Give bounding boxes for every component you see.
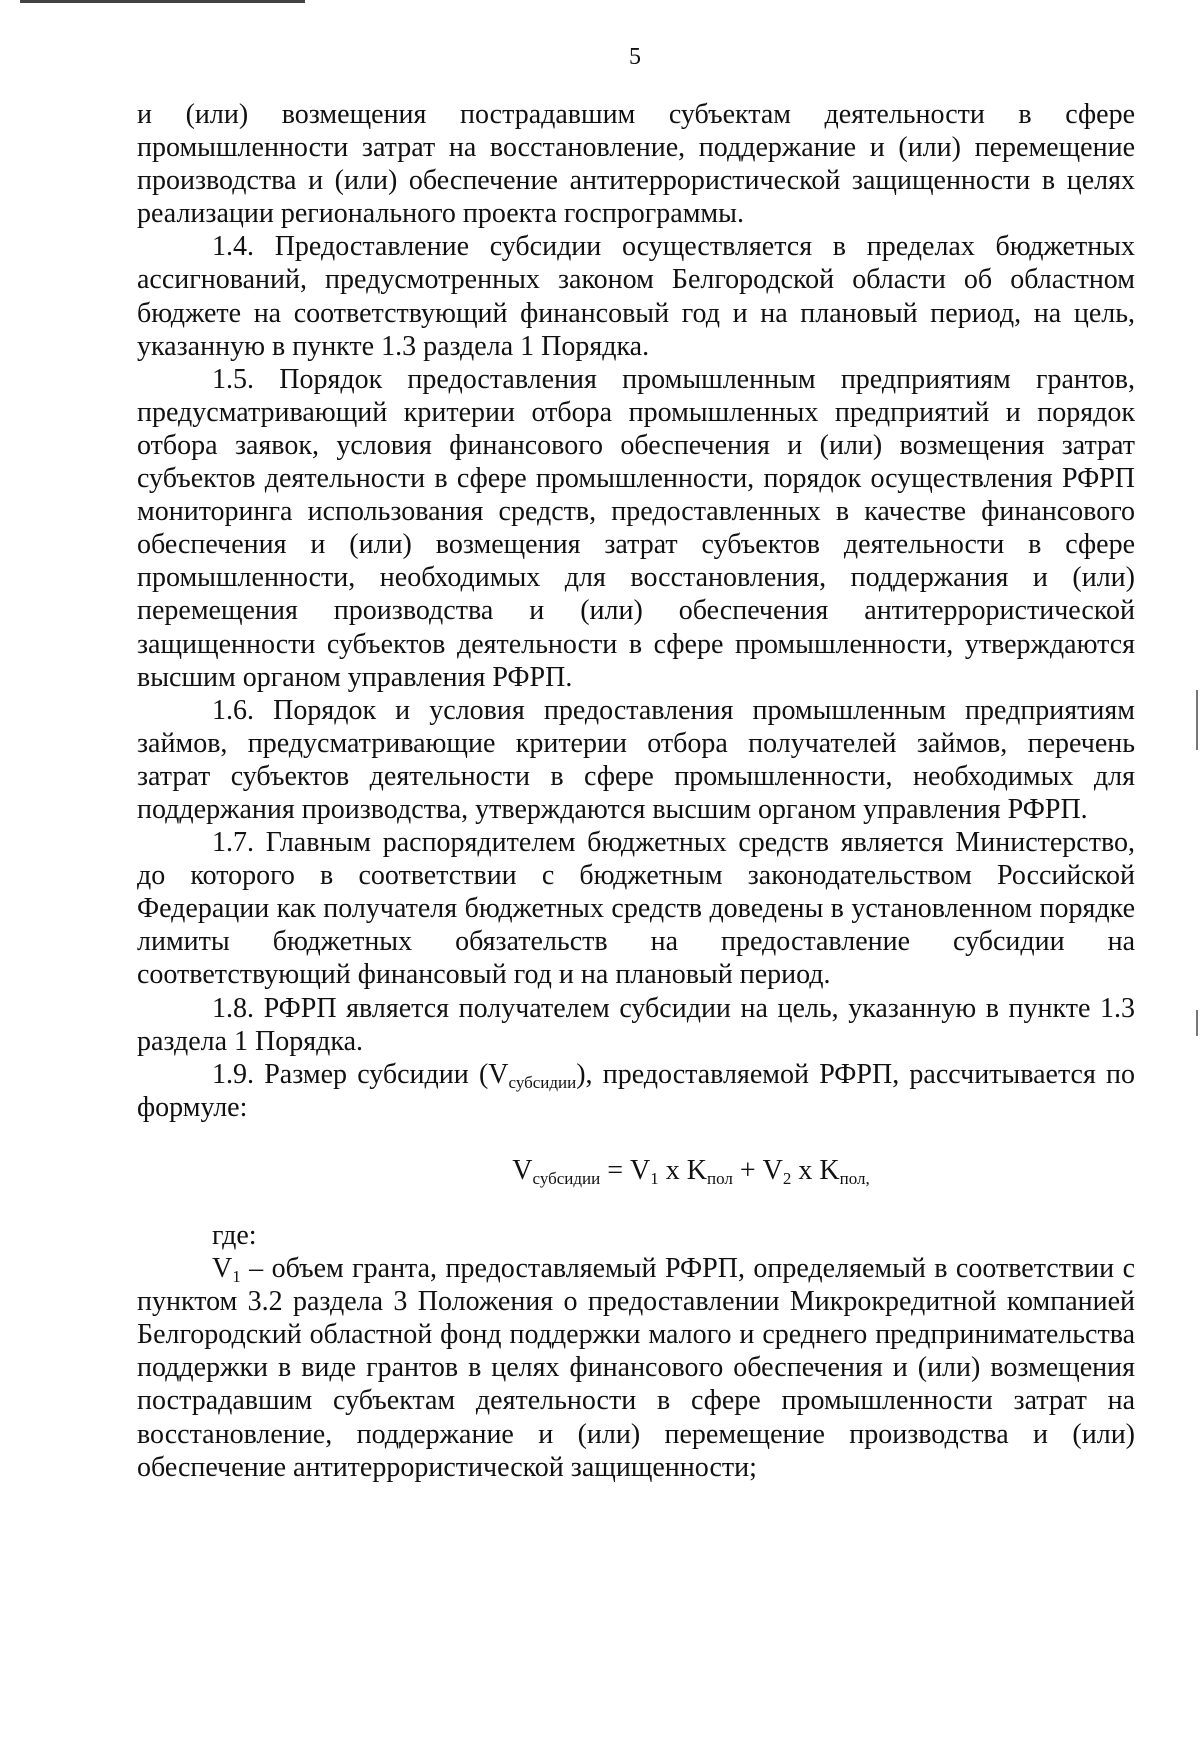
formula-v: V [512, 1154, 533, 1186]
scan-edge-mark [1196, 690, 1198, 750]
scan-edge-mark [1196, 1010, 1198, 1036]
paragraph-1-5: 1.5. Порядок предоставления промышленным предприятиям грантов, предусматривающий критерии отбора промышленных предприятий и порядок отбора заявок, условия финансового обеспечения и (или) возмещения затрат субъектов деятельности в сфере промышленности, порядок осуществления РФРП мониторинга использования средств, предоставленных в качестве финансового обеспечения и (или) возмещения затрат субъектов деятельности в сфере промышленности, необходимых для восстановления, поддержания и (или) перемещения производства и (или) обеспечения антитеррористической защищенности субъектов деятельности в сфере промышленности, утверждаются высшим органом управления РФРП. [137, 363, 1135, 693]
where-label: где: [212, 1220, 257, 1251]
scan-edge-line [20, 0, 305, 3]
page-number: 5 [629, 44, 641, 70]
definition-v1-symbol: V [212, 1253, 233, 1285]
paragraph-1-6: 1.6. Порядок и условия предоставления промышленным предприятиям займов, предусматривающие критерии отбора получателей займов, перечень затрат субъектов деятельности в сфере промышленности, необходимых для поддержания производства, утверждаются высшим органом управления РФРП. [137, 694, 1135, 825]
formula-sub-pol-2: пол, [839, 1168, 870, 1188]
document-body [137, 98, 1135, 1484]
formula [137, 1154, 1135, 1187]
paragraph-1-9-text-b: ), предоставляемой РФРП, рассчитывается по формуле: [137, 1058, 1136, 1123]
formula-eq: = V [600, 1154, 651, 1186]
subscript-subsidy: субсидии [508, 1072, 577, 1092]
paragraph-continuation: и (или) возмещения пострадавшим субъектам деятельности в сфере промышленности затрат на восстановление, поддержание и (или) перемещение производства и (или) обеспечение антитеррористической защищенности в целях реализации регионального проекта госпрограммы. [137, 99, 1135, 230]
formula-sub-pol-1: пол [707, 1168, 733, 1188]
definition-v1-text: – объем гранта, предоставляемый РФРП, определяемый в соответствии с пунктом 3.2 раздела 3 Положения о предоставлении Микрокредитной компанией Белгородский областной фонд поддержки малого и среднего предпринимательства поддержки в виде грантов в целях финансового обеспечения и (или) возмещения пострадавшим субъектам деятельности в сфере промышленности затрат на восстановление, поддержание и (или) перемещение производства и (или) обеспечение антитеррористической защищенности; [137, 1253, 1135, 1483]
formula-x1: х K [658, 1154, 707, 1186]
definition-v1-sub: 1 [232, 1267, 241, 1287]
paragraph-1-9 [137, 1058, 1135, 1124]
paragraph-1-4: 1.4. Предоставление субсидии осуществляется в пределах бюджетных ассигнований, предусмотренных законом Белгородской области об областном бюджете на соответствующий финансовый год и на плановый период, на цель, указанную в пункте 1.3 раздела 1 Порядка. [137, 231, 1135, 362]
formula-x2: х K [791, 1154, 840, 1186]
formula-sub-1: 1 [650, 1168, 659, 1188]
paragraph-1-8: 1.8. РФРП является получателем субсидии на цель, указанную в пункте 1.3 раздела 1 Порядка. [137, 992, 1135, 1057]
formula-sub-2: 2 [782, 1168, 792, 1188]
formula-plus: + V [732, 1154, 783, 1186]
definition-v1 [137, 1252, 1135, 1484]
formula-sub-subsidy: субсидии [532, 1168, 601, 1188]
paragraph-1-7: 1.7. Главным распорядителем бюджетных средств является Министерство, до которого в соответствии с бюджетным законодательством Российской Федерации как получателя бюджетных средств доведены в установленном порядке лимиты бюджетных обязательств на предоставление субсидии на соответствующий финансовый год и на плановый период. [137, 827, 1135, 991]
paragraph-1-9-text-a: 1.9. Размер субсидии (V [212, 1058, 509, 1090]
